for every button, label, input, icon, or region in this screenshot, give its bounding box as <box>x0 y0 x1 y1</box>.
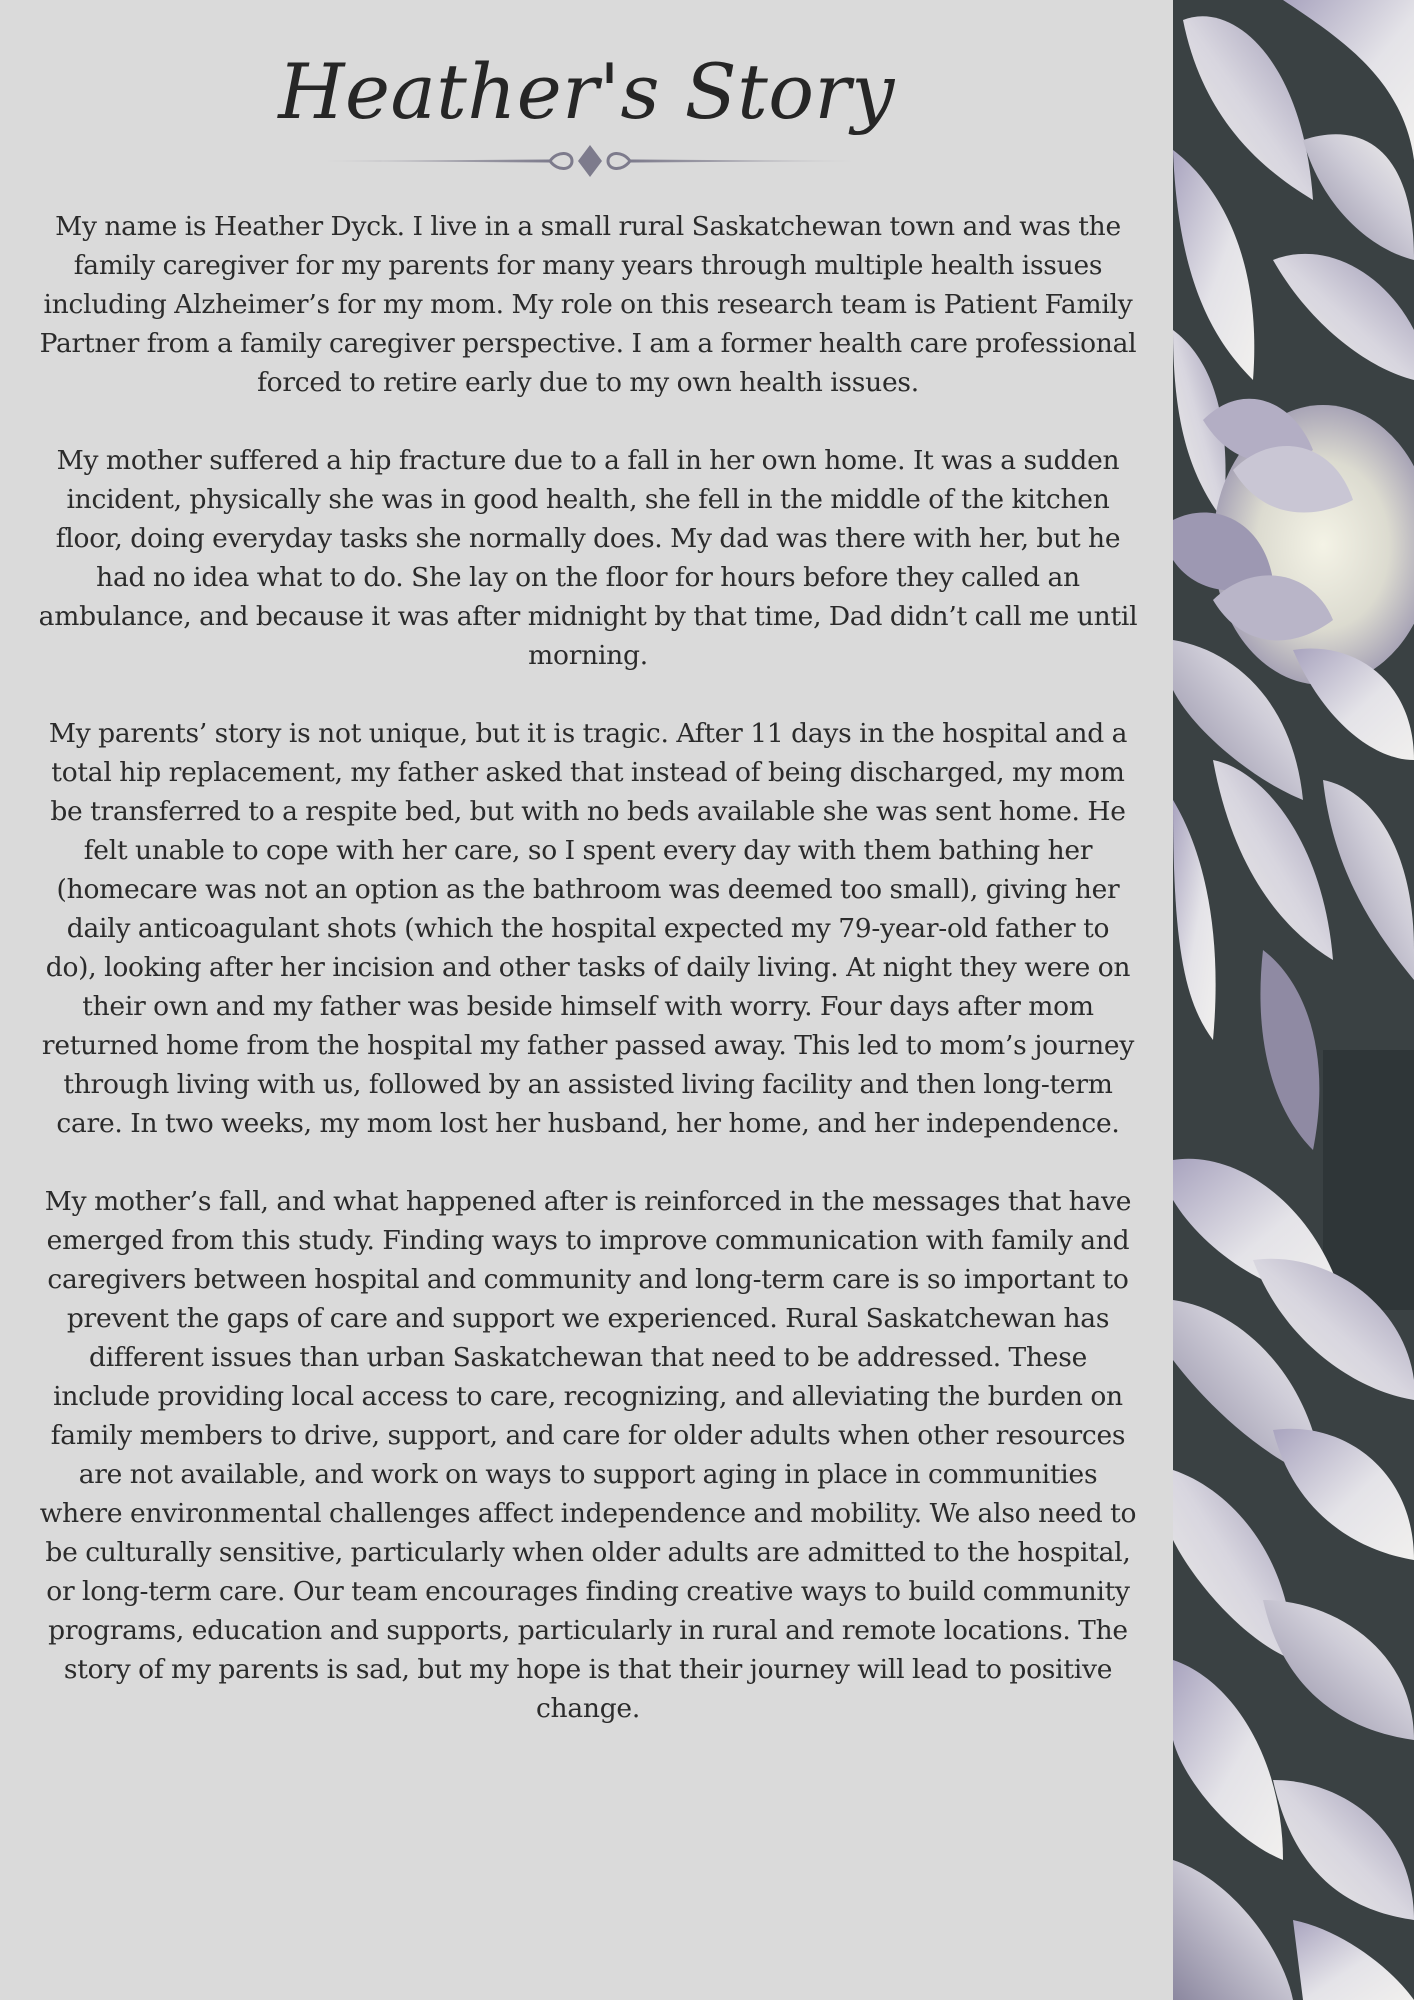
flower-illustration <box>1173 0 1414 2000</box>
page-title: Heather's Story <box>278 47 895 136</box>
story-paragraph-1: My name is Heather Dyck. I live in a small rural Saskatchewan town and was the family caregiver for my parents for many years through multiple health issues including Alzheimer’s for my mom. My role on this research team is Patient Family Partner from a family caregiver perspective. I am a former health care professional forced to retire early due to my own health issues. <box>39 211 1137 398</box>
story-body <box>38 207 1138 1767</box>
ornamental-divider <box>310 144 870 178</box>
story-paragraph-3: My parents’ story is not unique, but it is tragic. After 11 days in the hospital and a total hip replacement, my father asked that instead of being discharged, my mom be transferred to a respite bed, but with no beds available she was sent home. He felt unable to cope with her care, so I spent every day with them bathing her (homecare was not an option as the bathroom was deemed too small), giving her daily anticoagulant shots (which the hospital expected my 79-year-old father to do), looking after her incision and other tasks of daily living. At night they were on their own and my father was beside himself with worry. Four days after mom returned home from the hospital my father passed away. This led to mom’s journey through living with us, followed by an assisted living facility and then long-term care. In two weeks, my mom lost her husband, her home, and her independence. <box>41 718 1135 1139</box>
dahlia-flower-photo <box>1173 0 1414 2000</box>
story-paragraph-2: My mother suffered a hip fracture due to a fall in her own home. It was a sudden incident, physically she was in good health, she fell in the middle of the kitchen floor, doing everyday tasks she normally does. My dad was there with her, but he had no idea what to do. She lay on the floor for hours before they called an ambulance, and because it was after midnight by that time, Dad didn’t call me until morning. <box>38 445 1138 671</box>
story-paragraph-4: My mother’s fall, and what happened after is reinforced in the messages that have emerged from this study. Finding ways to improve communication with family and caregivers between hospital and community and long-term care is so important to prevent the gaps of care and support we experienced. Rural Saskatchewan has different issues than urban Saskatchewan that need to be addressed. These include providing local access to care, recognizing, and alleviating the burden on family members to drive, support, and care for older adults when other resources are not available, and work on ways to support aging in place in communities where environmental challenges affect independence and mobility. We also need to be culturally sensitive, particularly when older adults are admitted to the hospital, or long-term care. Our team encourages finding creative ways to build community programs, education and supports, particularly in rural and remote locations. The story of my parents is sad, but my hope is that their journey will lead to positive change. <box>39 1186 1137 1724</box>
